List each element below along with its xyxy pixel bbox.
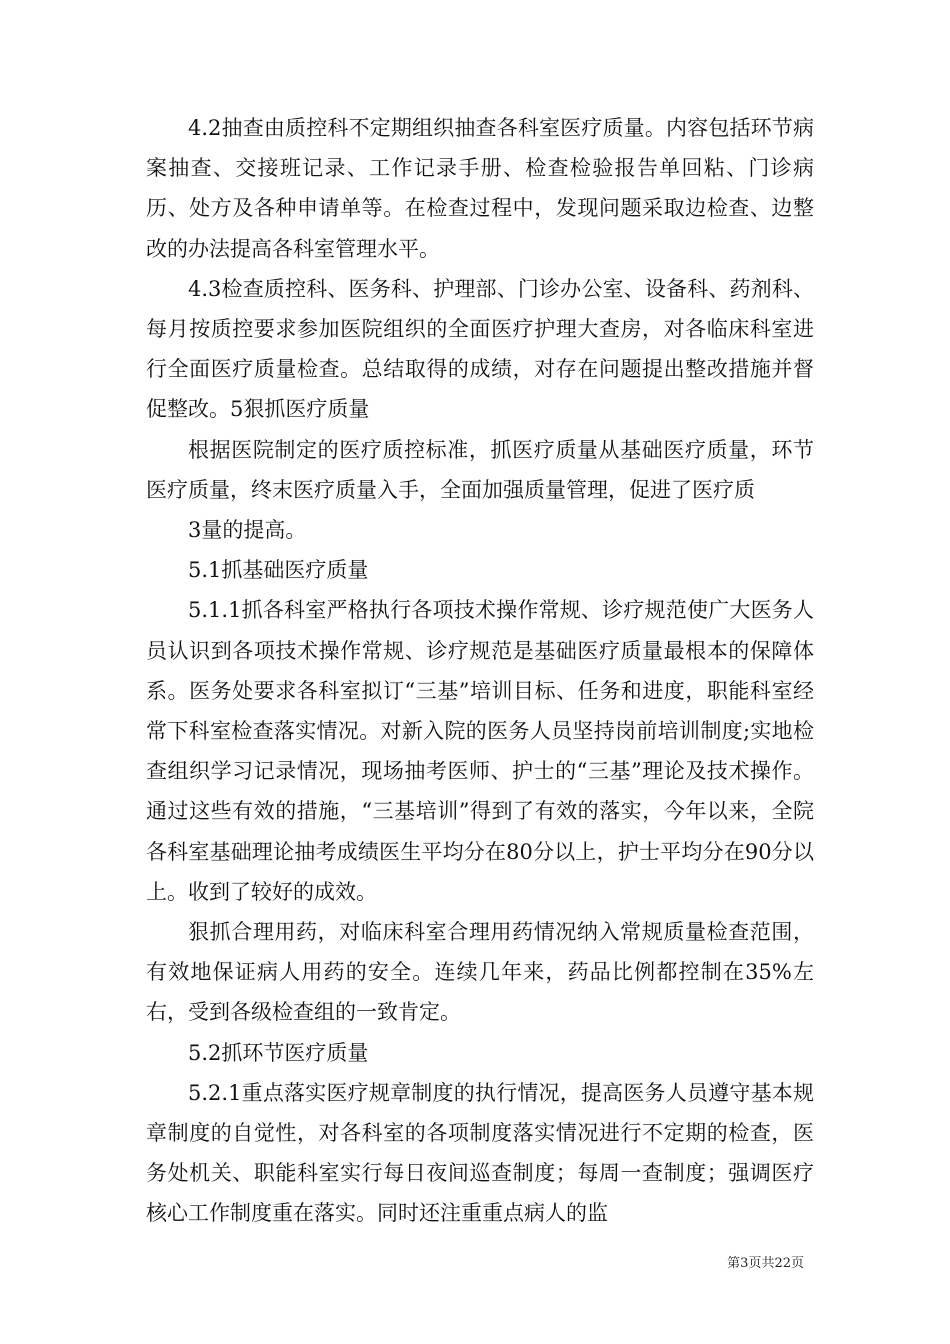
heading-5-1: 5.1抓基础医疗质量: [188, 558, 369, 583]
paragraph-quality-improvement: 3量的提高。: [188, 518, 307, 543]
page-number: 第3页共22页: [727, 1256, 804, 1271]
paragraph-5-2-1: 5.2.1重点落实医疗规章制度的执行情况，提高医务人员遵守基本规章制度的自觉性，对各科室的各项制度落实情况进行不定期的检查，医务处机关、职能科室实行每日夜间巡查制度；每周一查制度；强调医疗核心工作制度重在落实。同时还注重重点病人的监: [146, 1080, 814, 1226]
heading-5-2: 5.2抓环节医疗质量: [188, 1040, 369, 1065]
paragraph-quality-standard: 根据医院制定的医疗质控标准，抓医疗质量从基础医疗质量，环节医疗质量，终末医疗质量入手，全面加强质量管理，促进了医疗质: [146, 437, 814, 502]
paragraph-4-3: 4.3检查质控科、医务科、护理部、门诊办公室、设备科、药剂科、每月按质控要求参加医院组织的全面医疗护理大查房，对各临床科室进行全面医疗质量检查。总结取得的成绩，对存在问题提出整改措施并督促整改。5狠抓医疗质量: [146, 276, 814, 422]
paragraph-4-2: 4.2抽查由质控科不定期组织抽查各科室医疗质量。内容包括环节病案抽查、交接班记录、工作记录手册、检查检验报告单回粘、门诊病历、处方及各种申请单等。在检查过程中，发现问题采取边检查、边整改的办法提高各科室管理水平。: [146, 116, 814, 261]
paragraph-5-1-1: 5.1.1抓各科室严格执行各项技术操作常规、诊疗规范使广大医务人员认识到各项技术操作常规、诊疗规范是基础医疗质量最根本的保障体系。医务处要求各科室拟订“三基”培训目标、任务和进度，职能科室经常下科室检查落实情况。对新入院的医务人员坚持岗前培训制度;实地检查组织学习记录情况，现场抽考医师、护士的“三基”理论及技术操作。通过这些有效的措施，“三基培训”得到了有效的落实，今年以来，全院各科室基础理论抽考成绩医生平均分在80分以上，护士平均分在90分以上。收到了较好的成效。: [146, 598, 814, 904]
paragraph-rational-drug-use: 狠抓合理用药，对临床科室合理用药情况纳入常规质量检查范围，有效地保证病人用药的安全。连续几年来，药品比例都控制在35%左右，受到各级检查组的一致肯定。: [146, 920, 814, 1025]
document-body: [146, 108, 814, 1234]
